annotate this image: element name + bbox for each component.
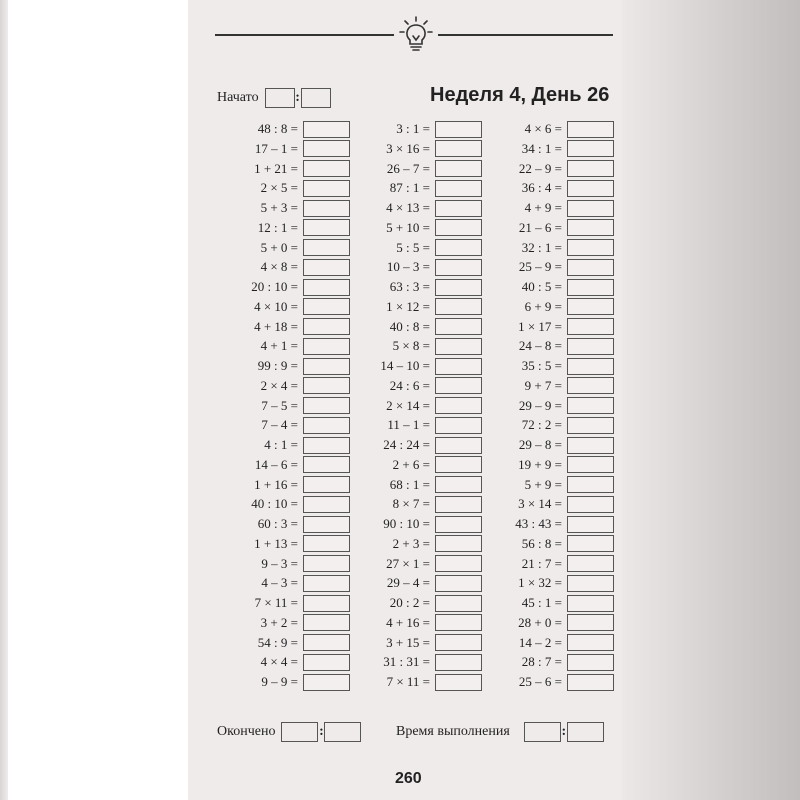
problem-expression: 14 – 6 = bbox=[254, 456, 298, 472]
problem-row bbox=[488, 396, 614, 416]
problem-expression: 3 × 14 = bbox=[518, 496, 562, 512]
problem-expression: 5 × 8 = bbox=[392, 338, 430, 354]
problem-row bbox=[225, 415, 350, 435]
problem-row bbox=[488, 415, 614, 435]
problem-expression: 43 : 43 = bbox=[515, 516, 562, 531]
answer-box[interactable] bbox=[435, 259, 482, 276]
problem-expression: 40 : 10 = bbox=[251, 496, 298, 512]
problem-expression: 45 : 1 = bbox=[521, 595, 562, 610]
problem-row bbox=[225, 455, 350, 475]
answer-box[interactable] bbox=[435, 121, 482, 138]
problem-expression: 2 × 5 = bbox=[260, 180, 298, 196]
answer-box[interactable] bbox=[435, 279, 482, 296]
problem-row bbox=[355, 198, 482, 218]
problem-expression: 4 × 4 = bbox=[260, 654, 298, 670]
problem-expression: 4 + 18 = bbox=[254, 318, 298, 334]
problem-expression: 5 + 9 = bbox=[524, 476, 562, 492]
problem-expression: 3 : 1 = bbox=[396, 121, 430, 136]
answer-box[interactable] bbox=[303, 575, 350, 592]
problem-row bbox=[488, 475, 614, 495]
answer-box[interactable] bbox=[567, 575, 614, 592]
problem-row bbox=[225, 119, 350, 139]
start-minutes-box[interactable] bbox=[301, 88, 331, 108]
answer-box[interactable] bbox=[435, 140, 482, 157]
answer-box[interactable] bbox=[303, 239, 350, 256]
answer-box[interactable] bbox=[435, 634, 482, 651]
answer-box[interactable] bbox=[303, 555, 350, 572]
answer-box[interactable] bbox=[567, 298, 614, 315]
problem-expression: 31 : 31 = bbox=[383, 654, 430, 670]
answer-box[interactable] bbox=[567, 476, 614, 493]
answer-box[interactable] bbox=[303, 535, 350, 552]
problem-row bbox=[355, 573, 482, 593]
problem-row bbox=[355, 317, 482, 337]
finish-time: Окончено : bbox=[217, 722, 361, 742]
problem-row bbox=[355, 494, 482, 514]
answer-box[interactable] bbox=[435, 318, 482, 335]
answer-box[interactable] bbox=[435, 417, 482, 434]
answer-box[interactable] bbox=[567, 437, 614, 454]
problem-row bbox=[355, 336, 482, 356]
problem-row bbox=[225, 376, 350, 396]
problem-row bbox=[488, 178, 614, 198]
answer-box[interactable] bbox=[303, 476, 350, 493]
problem-row bbox=[225, 554, 350, 574]
answer-box[interactable] bbox=[303, 397, 350, 414]
problem-row bbox=[488, 613, 614, 633]
problem-expression: 56 : 8 = bbox=[521, 535, 562, 551]
problem-expression: 99 : 9 = bbox=[257, 358, 298, 373]
problem-expression: 1 × 32 = bbox=[518, 575, 562, 591]
problem-row bbox=[225, 573, 350, 593]
problem-row bbox=[355, 178, 482, 198]
answer-box[interactable] bbox=[567, 377, 614, 394]
answer-box[interactable] bbox=[567, 318, 614, 335]
answer-box[interactable] bbox=[303, 279, 350, 296]
answer-box[interactable] bbox=[567, 358, 614, 375]
problem-row bbox=[225, 593, 350, 613]
problem-expression: 29 – 4 = bbox=[386, 575, 430, 591]
answer-box[interactable] bbox=[435, 377, 482, 394]
answer-box[interactable] bbox=[435, 614, 482, 631]
header-rule-right bbox=[438, 34, 613, 36]
problem-row bbox=[488, 376, 614, 396]
problem-expression: 2 × 4 = bbox=[260, 377, 298, 393]
problem-expression: 24 : 6 = bbox=[389, 377, 430, 393]
page-number: 260 bbox=[395, 770, 422, 787]
problem-row bbox=[225, 435, 350, 455]
answer-box[interactable] bbox=[567, 239, 614, 256]
answer-box[interactable] bbox=[567, 555, 614, 572]
answer-box[interactable] bbox=[303, 496, 350, 513]
elapsed-seconds-box[interactable] bbox=[567, 722, 604, 742]
problem-row bbox=[488, 317, 614, 337]
answer-box[interactable] bbox=[567, 614, 614, 631]
problem-expression: 4 – 3 = bbox=[261, 575, 298, 591]
answer-box[interactable] bbox=[567, 516, 614, 533]
problem-expression: 17 – 1 = bbox=[254, 140, 298, 156]
problem-row bbox=[355, 396, 482, 416]
problem-expression: 9 + 7 = bbox=[524, 377, 562, 393]
problem-expression: 10 – 3 = bbox=[386, 259, 430, 275]
answer-box[interactable] bbox=[303, 160, 350, 177]
answer-box[interactable] bbox=[303, 634, 350, 651]
problem-row bbox=[488, 633, 614, 653]
problem-expression: 5 + 0 = bbox=[260, 239, 298, 255]
answer-box[interactable] bbox=[435, 555, 482, 572]
problem-row bbox=[355, 119, 482, 139]
problem-expression: 8 × 7 = bbox=[392, 496, 430, 512]
problem-row bbox=[225, 257, 350, 277]
problem-row bbox=[225, 159, 350, 179]
problem-row bbox=[488, 198, 614, 218]
answer-box[interactable] bbox=[567, 417, 614, 434]
answer-box[interactable] bbox=[567, 456, 614, 473]
answer-box[interactable] bbox=[303, 318, 350, 335]
header-rule-left bbox=[215, 34, 395, 36]
problem-row bbox=[225, 277, 350, 297]
problem-expression: 7 – 4 = bbox=[261, 417, 298, 433]
problem-expression: 40 : 8 = bbox=[389, 318, 430, 334]
problem-expression: 5 + 3 = bbox=[260, 200, 298, 215]
problem-row bbox=[488, 297, 614, 317]
problem-expression: 14 – 10 = bbox=[380, 358, 430, 373]
problem-row bbox=[488, 554, 614, 574]
problem-row bbox=[355, 475, 482, 495]
answer-box[interactable] bbox=[567, 219, 614, 236]
problem-row bbox=[355, 593, 482, 613]
answer-box[interactable] bbox=[567, 160, 614, 177]
problem-expression: 60 : 3 = bbox=[257, 516, 298, 531]
answer-box[interactable] bbox=[435, 437, 482, 454]
answer-box[interactable] bbox=[435, 180, 482, 197]
answer-box[interactable] bbox=[435, 575, 482, 592]
problem-expression: 87 : 1 = bbox=[389, 180, 430, 196]
problem-row bbox=[225, 396, 350, 416]
problem-expression: 3 × 16 = bbox=[386, 140, 430, 156]
problem-expression: 24 : 24 = bbox=[383, 437, 430, 452]
problem-row bbox=[355, 672, 482, 692]
problem-expression: 2 × 14 = bbox=[386, 397, 430, 413]
lightbulb-icon bbox=[394, 14, 438, 54]
problem-expression: 7 × 11 = bbox=[386, 674, 430, 689]
problem-row bbox=[225, 494, 350, 514]
problem-expression: 1 × 17 = bbox=[518, 318, 562, 334]
answer-box[interactable] bbox=[303, 417, 350, 434]
answer-box[interactable] bbox=[567, 180, 614, 197]
problem-expression: 7 × 11 = bbox=[254, 595, 298, 610]
problem-row bbox=[355, 238, 482, 258]
problem-row bbox=[355, 257, 482, 277]
answer-box[interactable] bbox=[303, 219, 350, 236]
problem-expression: 22 – 9 = bbox=[518, 160, 562, 176]
book-spine-shadow bbox=[622, 0, 800, 800]
started-label: Начато bbox=[217, 90, 259, 105]
problem-row bbox=[225, 139, 350, 159]
answer-box[interactable] bbox=[435, 298, 482, 315]
page-edge-left bbox=[0, 0, 8, 800]
problem-row bbox=[355, 514, 482, 534]
problem-row bbox=[225, 198, 350, 218]
problem-expression: 27 × 1 = bbox=[386, 555, 430, 571]
answer-box[interactable] bbox=[435, 476, 482, 493]
problem-expression: 3 + 2 = bbox=[260, 614, 298, 630]
answer-box[interactable] bbox=[567, 654, 614, 671]
problem-expression: 26 – 7 = bbox=[386, 160, 430, 176]
problem-expression: 21 : 7 = bbox=[521, 555, 562, 571]
problem-row bbox=[488, 218, 614, 238]
problem-row bbox=[488, 119, 614, 139]
problem-expression: 3 + 15 = bbox=[386, 634, 430, 650]
problem-row bbox=[488, 652, 614, 672]
problem-row bbox=[355, 277, 482, 297]
answer-box[interactable] bbox=[303, 674, 350, 691]
problem-expression: 9 – 9 = bbox=[261, 674, 298, 689]
answer-box[interactable] bbox=[303, 180, 350, 197]
answer-box[interactable] bbox=[567, 674, 614, 691]
problem-expression: 48 : 8 = bbox=[257, 121, 298, 136]
problem-expression: 21 – 6 = bbox=[518, 219, 562, 235]
answer-box[interactable] bbox=[303, 338, 350, 355]
problem-row bbox=[488, 139, 614, 159]
answer-box[interactable] bbox=[567, 397, 614, 414]
problem-expression: 2 + 6 = bbox=[392, 456, 430, 472]
problem-row bbox=[355, 159, 482, 179]
problem-expression: 20 : 10 = bbox=[251, 279, 298, 294]
answer-box[interactable] bbox=[303, 516, 350, 533]
problem-row bbox=[225, 297, 350, 317]
answer-box[interactable] bbox=[303, 456, 350, 473]
problem-expression: 4 + 16 = bbox=[386, 614, 430, 630]
problem-expression: 29 – 9 = bbox=[518, 397, 562, 413]
start-time: Начато : bbox=[217, 88, 331, 108]
problem-row bbox=[225, 356, 350, 376]
answer-box[interactable] bbox=[567, 634, 614, 651]
answer-box[interactable] bbox=[303, 437, 350, 454]
problem-expression: 9 – 3 = bbox=[261, 555, 298, 571]
problem-expression: 68 : 1 = bbox=[389, 476, 430, 492]
elapsed-minutes-box[interactable] bbox=[524, 722, 561, 742]
problem-expression: 12 : 1 = bbox=[257, 219, 298, 235]
answer-box[interactable] bbox=[435, 219, 482, 236]
start-hours-box[interactable] bbox=[265, 88, 295, 108]
problem-row bbox=[355, 455, 482, 475]
problem-expression: 25 – 9 = bbox=[518, 259, 562, 275]
answer-box[interactable] bbox=[435, 239, 482, 256]
answer-box[interactable] bbox=[435, 496, 482, 513]
answer-box[interactable] bbox=[435, 160, 482, 177]
elapsed-time: Время выполнения : bbox=[396, 722, 604, 742]
problem-expression: 4 + 9 = bbox=[524, 200, 562, 215]
problem-row bbox=[488, 238, 614, 258]
problem-row bbox=[355, 376, 482, 396]
answer-box[interactable] bbox=[435, 397, 482, 414]
problem-expression: 7 – 5 = bbox=[261, 397, 298, 413]
problem-expression: 19 + 9 = bbox=[518, 456, 562, 472]
answer-box[interactable] bbox=[435, 654, 482, 671]
problem-row bbox=[225, 178, 350, 198]
problem-expression: 11 – 1 = bbox=[387, 417, 430, 433]
problem-row bbox=[488, 277, 614, 297]
problem-row bbox=[355, 534, 482, 554]
problem-row bbox=[355, 218, 482, 238]
problem-expression: 20 : 2 = bbox=[389, 595, 430, 610]
problem-row bbox=[488, 435, 614, 455]
answer-box[interactable] bbox=[303, 614, 350, 631]
problem-expression: 14 – 2 = bbox=[518, 634, 562, 650]
answer-box[interactable] bbox=[567, 200, 614, 217]
problem-expression: 34 : 1 = bbox=[521, 140, 562, 156]
problem-row bbox=[355, 613, 482, 633]
problem-row bbox=[355, 415, 482, 435]
problem-row bbox=[488, 455, 614, 475]
finished-label: Окончено bbox=[217, 724, 276, 739]
problem-expression: 25 – 6 = bbox=[518, 674, 562, 689]
problem-expression: 4 × 10 = bbox=[254, 298, 298, 314]
answer-box[interactable] bbox=[567, 496, 614, 513]
answer-box[interactable] bbox=[567, 535, 614, 552]
problem-row bbox=[225, 534, 350, 554]
problem-expression: 4 × 13 = bbox=[386, 200, 430, 215]
problem-expression: 1 × 12 = bbox=[386, 298, 430, 314]
finish-minutes-box[interactable] bbox=[324, 722, 361, 742]
problem-row bbox=[355, 652, 482, 672]
problem-row bbox=[225, 218, 350, 238]
problem-expression: 28 + 0 = bbox=[518, 614, 562, 630]
answer-box[interactable] bbox=[303, 358, 350, 375]
problem-expression: 40 : 5 = bbox=[521, 279, 562, 294]
answer-box[interactable] bbox=[303, 140, 350, 157]
problem-expression: 28 : 7 = bbox=[521, 654, 562, 670]
problem-row bbox=[488, 514, 614, 534]
problem-row bbox=[488, 534, 614, 554]
answer-box[interactable] bbox=[567, 279, 614, 296]
problem-row bbox=[225, 238, 350, 258]
problem-expression: 2 + 3 = bbox=[392, 535, 430, 551]
problem-row bbox=[355, 139, 482, 159]
problem-expression: 1 + 16 = bbox=[254, 476, 298, 492]
problem-expression: 4 × 6 = bbox=[524, 121, 562, 136]
answer-box[interactable] bbox=[435, 516, 482, 533]
problem-expression: 29 – 8 = bbox=[518, 437, 562, 452]
problem-row bbox=[488, 356, 614, 376]
problem-row bbox=[488, 257, 614, 277]
answer-box[interactable] bbox=[567, 259, 614, 276]
answer-box[interactable] bbox=[303, 200, 350, 217]
problem-expression: 1 + 21 = bbox=[254, 160, 298, 176]
answer-box[interactable] bbox=[435, 338, 482, 355]
problem-row bbox=[355, 356, 482, 376]
problem-row bbox=[355, 297, 482, 317]
problem-expression: 72 : 2 = bbox=[521, 417, 562, 433]
answer-box[interactable] bbox=[567, 140, 614, 157]
problem-expression: 6 + 9 = bbox=[524, 298, 562, 314]
answer-box[interactable] bbox=[435, 674, 482, 691]
problem-expression: 24 – 8 = bbox=[518, 338, 562, 354]
answer-box[interactable] bbox=[435, 535, 482, 552]
answer-box[interactable] bbox=[435, 595, 482, 612]
problem-expression: 35 : 5 = bbox=[521, 358, 562, 373]
time-label: Время выполнения bbox=[396, 724, 510, 739]
problem-expression: 90 : 10 = bbox=[383, 516, 430, 531]
answer-box[interactable] bbox=[303, 654, 350, 671]
problem-row bbox=[225, 336, 350, 356]
answer-box[interactable] bbox=[303, 595, 350, 612]
answer-box[interactable] bbox=[435, 358, 482, 375]
problem-row bbox=[488, 593, 614, 613]
problem-row bbox=[225, 633, 350, 653]
problem-expression: 63 : 3 = bbox=[389, 279, 430, 294]
problem-row bbox=[488, 494, 614, 514]
problem-row bbox=[225, 475, 350, 495]
answer-box[interactable] bbox=[567, 338, 614, 355]
problem-expression: 4 + 1 = bbox=[260, 338, 298, 354]
problem-expression: 1 + 13 = bbox=[254, 535, 298, 551]
problem-row bbox=[488, 336, 614, 356]
answer-box[interactable] bbox=[435, 456, 482, 473]
problem-expression: 32 : 1 = bbox=[521, 239, 562, 255]
problem-expression: 54 : 9 = bbox=[257, 634, 298, 650]
problem-expression: 36 : 4 = bbox=[521, 180, 562, 196]
problem-expression: 4 × 8 = bbox=[260, 259, 298, 275]
problem-row bbox=[355, 435, 482, 455]
answer-box[interactable] bbox=[303, 121, 350, 138]
answer-box[interactable] bbox=[567, 121, 614, 138]
problem-row bbox=[488, 573, 614, 593]
answer-box[interactable] bbox=[303, 377, 350, 394]
page-title: Неделя 4, День 26 bbox=[430, 84, 610, 106]
problem-row bbox=[355, 554, 482, 574]
finish-hours-box[interactable] bbox=[281, 722, 318, 742]
problem-row bbox=[225, 514, 350, 534]
answer-box[interactable] bbox=[567, 595, 614, 612]
answer-box[interactable] bbox=[303, 259, 350, 276]
problem-row bbox=[225, 317, 350, 337]
problem-expression: 4 : 1 = bbox=[264, 437, 298, 452]
problem-row bbox=[355, 633, 482, 653]
problem-row bbox=[225, 672, 350, 692]
problem-row bbox=[225, 613, 350, 633]
answer-box[interactable] bbox=[303, 298, 350, 315]
problem-row bbox=[225, 652, 350, 672]
problem-row bbox=[488, 672, 614, 692]
answer-box[interactable] bbox=[435, 200, 482, 217]
problem-expression: 5 : 5 = bbox=[396, 239, 430, 255]
problem-row bbox=[488, 159, 614, 179]
problem-expression: 5 + 10 = bbox=[386, 219, 430, 235]
